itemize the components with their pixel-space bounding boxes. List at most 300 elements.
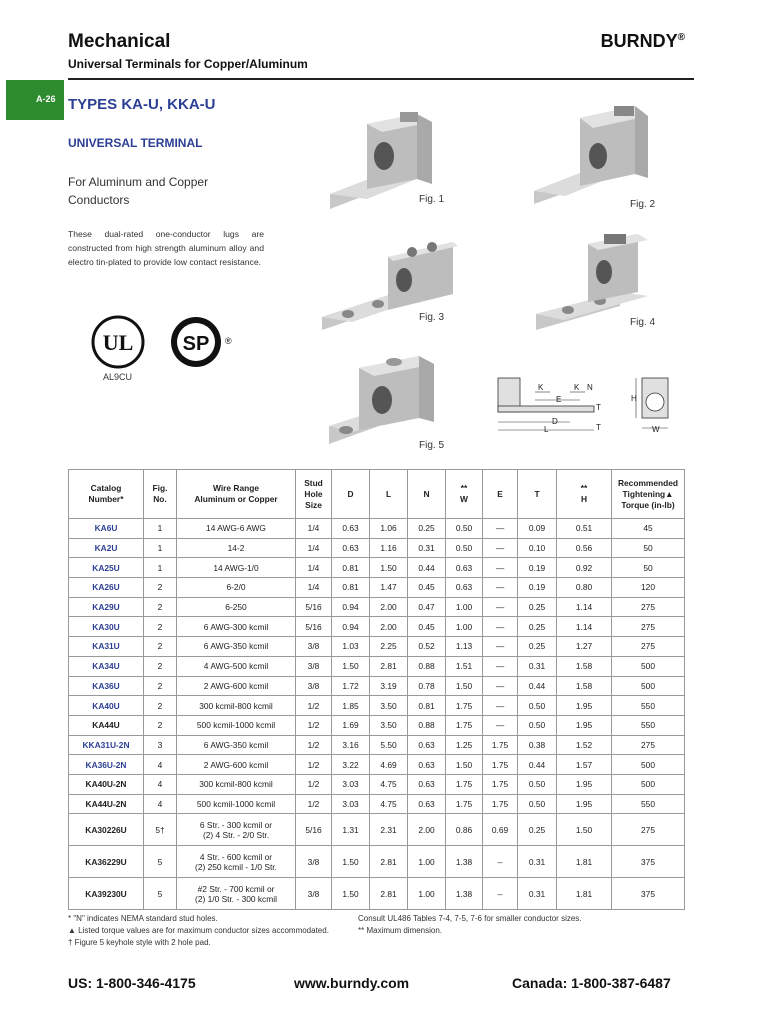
cell-l: 1.50 xyxy=(370,558,408,578)
cell-cat: KA40U-2N xyxy=(69,774,144,794)
table-row xyxy=(69,617,685,637)
cell-fig: 1 xyxy=(144,558,177,578)
page-number-tab: A-26 xyxy=(6,80,64,120)
cell-e: — xyxy=(483,656,518,676)
cell-cat: KA30U xyxy=(69,617,144,637)
table-row xyxy=(69,715,685,735)
cell-w: 1.75 xyxy=(446,774,483,794)
fig1-lug-photo xyxy=(322,104,472,214)
brand-logo xyxy=(601,31,685,52)
cell-w: 0.63 xyxy=(446,558,483,578)
dim-k2: K xyxy=(574,383,580,392)
cell-d: 1.85 xyxy=(332,696,370,716)
cell-e: – xyxy=(483,846,518,878)
brand-name: BURNDY xyxy=(600,31,678,51)
cell-w: 0.63 xyxy=(446,578,483,598)
ul-listed-icon xyxy=(90,314,146,370)
cell-h: 1.27 xyxy=(557,637,612,657)
cell-n: 0.63 xyxy=(408,794,446,814)
cell-wire: 14-2 xyxy=(177,538,296,558)
footnote-ul486: Consult UL486 Tables 7-4, 7-5, 7-6 for smaller conductor sizes. xyxy=(358,914,582,923)
cell-l: 2.00 xyxy=(370,617,408,637)
cell-e: — xyxy=(483,696,518,716)
cell-n: 0.78 xyxy=(408,676,446,696)
cell-fig: 5 xyxy=(144,878,177,910)
cell-h: 1.95 xyxy=(557,774,612,794)
website-link[interactable]: www.burndy.com xyxy=(294,975,410,991)
footnote-torque: ▲ Listed torque values are for maximum conductor sizes accommodated. xyxy=(68,926,329,935)
table-row xyxy=(69,878,685,910)
cell-stud: 1/4 xyxy=(296,538,332,558)
cell-t: 0.10 xyxy=(518,538,557,558)
cell-line: (2) 4 Str. - 2/0 Str. xyxy=(202,829,270,840)
table-row xyxy=(69,755,685,775)
cell-stud: 5/16 xyxy=(296,814,332,846)
col-d: D xyxy=(332,470,370,519)
registered-mark: ® xyxy=(677,32,685,43)
cert-caption: AL9CU xyxy=(103,372,133,382)
cell-l: 3.50 xyxy=(370,715,408,735)
cell-t: 0.25 xyxy=(518,814,557,846)
cell-wire: 14 AWG-1/0 xyxy=(177,558,296,578)
cell-h: 1.57 xyxy=(557,755,612,775)
cell-h: 1.81 xyxy=(557,846,612,878)
cell-n: 0.63 xyxy=(408,755,446,775)
cell-d: 0.94 xyxy=(332,597,370,617)
cell-torque: 550 xyxy=(612,696,685,716)
cell-l: 2.00 xyxy=(370,597,408,617)
dim-h: H xyxy=(631,394,637,403)
cell-wire: 6 AWG-300 kcmil xyxy=(177,617,296,637)
dim-t1: T xyxy=(596,403,601,412)
application-text: For Aluminum and Copper Conductors xyxy=(68,175,209,207)
fig5-label: Fig. 5 xyxy=(419,440,445,451)
cell-fig: 4 xyxy=(144,774,177,794)
cell-torque: 275 xyxy=(612,617,685,637)
dim-t2: T xyxy=(596,423,601,432)
cell-torque: 275 xyxy=(612,597,685,617)
dim-e: E xyxy=(556,395,562,404)
cell-d: 0.94 xyxy=(332,617,370,637)
cell-l: 1.47 xyxy=(370,578,408,598)
cell-d: 0.81 xyxy=(332,578,370,598)
col-wire-range: Wire Range Aluminum or Copper xyxy=(177,470,296,519)
cell-line: 4 Str. - 600 kcmil or xyxy=(199,851,273,862)
product-name: UNIVERSAL TERMINAL xyxy=(68,136,203,150)
cell-torque: 550 xyxy=(612,794,685,814)
cell-d: 3.16 xyxy=(332,735,370,755)
cell-cat: KA36U xyxy=(69,676,144,696)
cell-wire: 14 AWG-6 AWG xyxy=(177,519,296,539)
cell-fig: 5 xyxy=(144,846,177,878)
product-types-heading: TYPES KA-U, KKA-U xyxy=(68,96,216,113)
footnotes-right xyxy=(358,913,582,937)
cell-wire xyxy=(177,846,296,878)
cell-d: 1.72 xyxy=(332,676,370,696)
cell-n: 0.25 xyxy=(408,519,446,539)
cell-l: 1.06 xyxy=(370,519,408,539)
cell-fig: 2 xyxy=(144,597,177,617)
cell-d: 0.81 xyxy=(332,558,370,578)
cell-e: — xyxy=(483,538,518,558)
cell-l: 4.75 xyxy=(370,774,408,794)
cell-t: 0.50 xyxy=(518,774,557,794)
cell-h: 0.92 xyxy=(557,558,612,578)
cell-l: 4.69 xyxy=(370,755,408,775)
col-n: N xyxy=(408,470,446,519)
cell-stud: 1/2 xyxy=(296,794,332,814)
cell-w: 0.50 xyxy=(446,519,483,539)
specification-table xyxy=(68,469,685,910)
cell-t: 0.31 xyxy=(518,846,557,878)
cell-stud: 3/8 xyxy=(296,656,332,676)
cell-wire: 300 kcmil-800 kcmil xyxy=(177,774,296,794)
cell-l: 1.16 xyxy=(370,538,408,558)
cell-wire: 6 AWG-350 kcmil xyxy=(177,735,296,755)
cell-t: 0.38 xyxy=(518,735,557,755)
canada-phone: Canada: 1-800-387-6487 xyxy=(512,975,671,991)
cell-torque: 275 xyxy=(612,814,685,846)
cell-n: 0.81 xyxy=(408,696,446,716)
footnote-keyhole: † Figure 5 keyhole style with 2 hole pad. xyxy=(68,938,211,947)
cell-h: 1.52 xyxy=(557,735,612,755)
cell-w: 1.50 xyxy=(446,676,483,696)
cell-l: 2.81 xyxy=(370,656,408,676)
cell-fig: 2 xyxy=(144,578,177,598)
cell-n: 0.88 xyxy=(408,715,446,735)
cell-fig: 4 xyxy=(144,794,177,814)
cell-l: 2.25 xyxy=(370,637,408,657)
cell-l: 3.19 xyxy=(370,676,408,696)
cell-t: 0.25 xyxy=(518,617,557,637)
cell-n: 0.63 xyxy=(408,774,446,794)
cell-d: 1.50 xyxy=(332,656,370,676)
cell-w: 1.38 xyxy=(446,846,483,878)
cell-stud: 1/2 xyxy=(296,755,332,775)
cell-d: 3.03 xyxy=(332,774,370,794)
section-title: Mechanical xyxy=(68,31,171,52)
cell-w: 1.75 xyxy=(446,696,483,716)
cell-t: 0.50 xyxy=(518,696,557,716)
cell-n: 0.44 xyxy=(408,558,446,578)
cell-w: 1.00 xyxy=(446,597,483,617)
cell-h: 1.95 xyxy=(557,696,612,716)
cell-h: 1.95 xyxy=(557,794,612,814)
cell-wire: 6 AWG-350 kcmil xyxy=(177,637,296,657)
cell-w: 1.51 xyxy=(446,656,483,676)
table-row xyxy=(69,676,685,696)
csa-registered-mark: ® xyxy=(225,336,232,346)
cell-e: — xyxy=(483,637,518,657)
cell-line: (2) 250 kcmil - 1/0 Str. xyxy=(195,861,277,872)
csa-logo-text: SP xyxy=(182,333,210,355)
cell-e: 1.75 xyxy=(483,794,518,814)
cell-wire: 4 AWG-500 kcmil xyxy=(177,656,296,676)
cell-t: 0.25 xyxy=(518,597,557,617)
cell-n: 0.63 xyxy=(408,735,446,755)
cell-w: 1.00 xyxy=(446,617,483,637)
cell-n: 0.88 xyxy=(408,656,446,676)
cell-fig: 1 xyxy=(144,519,177,539)
dim-k1: K xyxy=(538,383,544,392)
cell-t: 0.31 xyxy=(518,656,557,676)
cell-l: 2.31 xyxy=(370,814,408,846)
cell-wire: 2 AWG-600 kcmil xyxy=(177,676,296,696)
cell-fig: 2 xyxy=(144,715,177,735)
cell-d: 3.03 xyxy=(332,794,370,814)
cell-n: 0.31 xyxy=(408,538,446,558)
fig4-lug-photo xyxy=(528,222,678,334)
cell-stud: 1/2 xyxy=(296,696,332,716)
cell-h: 0.56 xyxy=(557,538,612,558)
cell-torque: 550 xyxy=(612,715,685,735)
cell-d: 1.50 xyxy=(332,846,370,878)
cell-n: 1.00 xyxy=(408,878,446,910)
cell-e: 1.75 xyxy=(483,735,518,755)
cell-wire xyxy=(177,878,296,910)
cell-n: 2.00 xyxy=(408,814,446,846)
fig2-label: Fig. 2 xyxy=(630,199,656,210)
cell-e: — xyxy=(483,617,518,637)
cell-d: 0.63 xyxy=(332,519,370,539)
cell-t: 0.44 xyxy=(518,755,557,775)
cell-e: — xyxy=(483,715,518,735)
cell-wire: 500 kcmil-1000 kcmil xyxy=(177,794,296,814)
cell-l: 2.81 xyxy=(370,878,408,910)
cell-e: — xyxy=(483,676,518,696)
cell-cat: KA30226U xyxy=(69,814,144,846)
cell-cat: KA40U xyxy=(69,696,144,716)
table-row xyxy=(69,578,685,598)
cell-fig: 2 xyxy=(144,696,177,716)
cell-stud: 3/8 xyxy=(296,637,332,657)
table-row xyxy=(69,656,685,676)
cell-torque: 275 xyxy=(612,735,685,755)
cell-d: 3.22 xyxy=(332,755,370,775)
cell-d: 0.63 xyxy=(332,538,370,558)
table-row xyxy=(69,696,685,716)
cell-stud: 3/8 xyxy=(296,878,332,910)
cell-h: 1.14 xyxy=(557,597,612,617)
cell-n: 0.45 xyxy=(408,578,446,598)
cell-wire: 6-2/0 xyxy=(177,578,296,598)
cell-wire: 300 kcmil-800 kcmil xyxy=(177,696,296,716)
cell-h: 0.51 xyxy=(557,519,612,539)
cell-cat: KA31U xyxy=(69,637,144,657)
csa-certified-icon xyxy=(170,314,230,370)
cell-l: 5.50 xyxy=(370,735,408,755)
cell-h: 1.81 xyxy=(557,878,612,910)
cell-t: 0.09 xyxy=(518,519,557,539)
col-e: E xyxy=(483,470,518,519)
cell-wire: 500 kcmil-1000 kcmil xyxy=(177,715,296,735)
cell-fig: 4 xyxy=(144,755,177,775)
cell-e: — xyxy=(483,578,518,598)
col-fig: Fig. No. xyxy=(144,470,177,519)
cell-n: 0.47 xyxy=(408,597,446,617)
cell-stud: 3/8 xyxy=(296,676,332,696)
cell-t: 0.44 xyxy=(518,676,557,696)
cell-torque: 500 xyxy=(612,676,685,696)
cell-d: 1.69 xyxy=(332,715,370,735)
cell-t: 0.19 xyxy=(518,578,557,598)
dim-d: D xyxy=(552,417,558,426)
col-catalog: Catalog Number* xyxy=(69,470,144,519)
table-row xyxy=(69,794,685,814)
cell-torque: 375 xyxy=(612,846,685,878)
cell-e: 0.69 xyxy=(483,814,518,846)
cell-l: 4.75 xyxy=(370,794,408,814)
footnote-max-dim: ** Maximum dimension. xyxy=(358,926,443,935)
cell-torque: 120 xyxy=(612,578,685,598)
table-row xyxy=(69,637,685,657)
cell-cat: KKA31U-2N xyxy=(69,735,144,755)
cell-fig: 1 xyxy=(144,538,177,558)
col-l: L xyxy=(370,470,408,519)
cell-e: — xyxy=(483,519,518,539)
table-row xyxy=(69,597,685,617)
cell-torque: 50 xyxy=(612,538,685,558)
cell-stud: 1/2 xyxy=(296,774,332,794)
cell-w: 1.13 xyxy=(446,637,483,657)
cell-t: 0.50 xyxy=(518,715,557,735)
col-h: ** H xyxy=(557,470,612,519)
cell-fig: 2 xyxy=(144,656,177,676)
fig4-label: Fig. 4 xyxy=(630,317,656,328)
cell-e: 1.75 xyxy=(483,755,518,775)
cell-stud: 5/16 xyxy=(296,617,332,637)
col-w: ** W xyxy=(446,470,483,519)
us-phone: US: 1-800-346-4175 xyxy=(68,975,196,991)
table-row xyxy=(69,814,685,846)
cell-torque: 500 xyxy=(612,656,685,676)
cell-line: (2) 1/0 Str. - 300 kcmil xyxy=(195,893,277,904)
cell-l: 2.81 xyxy=(370,846,408,878)
cell-t: 0.19 xyxy=(518,558,557,578)
product-description: These dual-rated one-conductor lugs are constructed from high strength aluminum alloy and electro tin-plated to provide low contact resistance. xyxy=(68,229,264,267)
side-dimension-diagram xyxy=(490,372,610,436)
cell-e: — xyxy=(483,597,518,617)
cell-d: 1.31 xyxy=(332,814,370,846)
cell-fig: 3 xyxy=(144,735,177,755)
cell-h: 1.58 xyxy=(557,656,612,676)
fig3-label: Fig. 3 xyxy=(419,312,445,323)
cell-cat: KA44U xyxy=(69,715,144,735)
cell-fig: 2 xyxy=(144,676,177,696)
cell-d: 1.50 xyxy=(332,878,370,910)
cell-w: 0.86 xyxy=(446,814,483,846)
cell-stud: 3/8 xyxy=(296,846,332,878)
cell-w: 1.25 xyxy=(446,735,483,755)
cell-h: 1.14 xyxy=(557,617,612,637)
cell-wire: 2 AWG-600 kcmil xyxy=(177,755,296,775)
table-row xyxy=(69,846,685,878)
cell-e: — xyxy=(483,558,518,578)
dim-n: N xyxy=(587,383,593,392)
ul-logo-text: UL xyxy=(102,330,134,355)
section-subtitle: Universal Terminals for Copper/Aluminum xyxy=(68,57,308,71)
front-dimension-diagram xyxy=(630,372,680,436)
cell-h: 1.50 xyxy=(557,814,612,846)
cell-cat: KA6U xyxy=(69,519,144,539)
cell-cat: KA39230U xyxy=(69,878,144,910)
cell-cat: KA36229U xyxy=(69,846,144,878)
cell-cat: KA2U xyxy=(69,538,144,558)
dim-l: L xyxy=(544,425,549,434)
cell-l: 3.50 xyxy=(370,696,408,716)
cell-h: 0.80 xyxy=(557,578,612,598)
cell-wire xyxy=(177,814,296,846)
table-header-row xyxy=(69,470,685,519)
cell-cat: KA36U-2N xyxy=(69,755,144,775)
cell-cat: KA25U xyxy=(69,558,144,578)
cell-stud: 1/4 xyxy=(296,578,332,598)
cell-wire: 6-250 xyxy=(177,597,296,617)
cell-stud: 1/2 xyxy=(296,715,332,735)
cell-d: 1.03 xyxy=(332,637,370,657)
cell-line: #2 Str. - 700 kcmil or xyxy=(197,883,275,894)
cell-w: 1.75 xyxy=(446,715,483,735)
cell-stud: 1/4 xyxy=(296,519,332,539)
cell-torque: 500 xyxy=(612,774,685,794)
cell-fig: 2 xyxy=(144,617,177,637)
table-row xyxy=(69,519,685,539)
cell-w: 0.50 xyxy=(446,538,483,558)
cell-line: 6 Str. - 300 kcmil or xyxy=(199,819,273,830)
footnotes-left xyxy=(68,913,329,949)
cell-cat: KA34U xyxy=(69,656,144,676)
cell-torque: 500 xyxy=(612,755,685,775)
table-row xyxy=(69,735,685,755)
fig5-lug-photo xyxy=(324,348,454,448)
cell-fig: 2 xyxy=(144,637,177,657)
table-row xyxy=(69,558,685,578)
cell-w: 1.75 xyxy=(446,794,483,814)
header-divider xyxy=(68,78,694,80)
cell-n: 0.52 xyxy=(408,637,446,657)
cell-torque: 375 xyxy=(612,878,685,910)
fig2-lug-photo xyxy=(530,96,680,206)
cell-e: – xyxy=(483,878,518,910)
cell-n: 1.00 xyxy=(408,846,446,878)
cell-cat: KA29U xyxy=(69,597,144,617)
cell-e: 1.75 xyxy=(483,774,518,794)
cell-w: 1.50 xyxy=(446,755,483,775)
cell-torque: 275 xyxy=(612,637,685,657)
cell-h: 1.58 xyxy=(557,676,612,696)
cell-n: 0.45 xyxy=(408,617,446,637)
cell-torque: 50 xyxy=(612,558,685,578)
cell-h: 1.95 xyxy=(557,715,612,735)
fig1-label: Fig. 1 xyxy=(419,194,445,205)
col-stud: Stud Hole Size xyxy=(296,470,332,519)
table-row xyxy=(69,538,685,558)
cell-cat: KA44U-2N xyxy=(69,794,144,814)
cell-t: 0.25 xyxy=(518,637,557,657)
cell-w: 1.38 xyxy=(446,878,483,910)
cell-fig: 5† xyxy=(144,814,177,846)
cell-t: 0.31 xyxy=(518,878,557,910)
cell-cat: KA26U xyxy=(69,578,144,598)
col-t: T xyxy=(518,470,557,519)
table-row xyxy=(69,774,685,794)
cell-t: 0.50 xyxy=(518,794,557,814)
cell-stud: 5/16 xyxy=(296,597,332,617)
col-torque: Recommended Tightening▲ Torque (in-lb) xyxy=(612,470,685,519)
footnote-nema: * "N" indicates NEMA standard stud holes. xyxy=(68,914,218,923)
cell-stud: 1/4 xyxy=(296,558,332,578)
cell-torque: 45 xyxy=(612,519,685,539)
